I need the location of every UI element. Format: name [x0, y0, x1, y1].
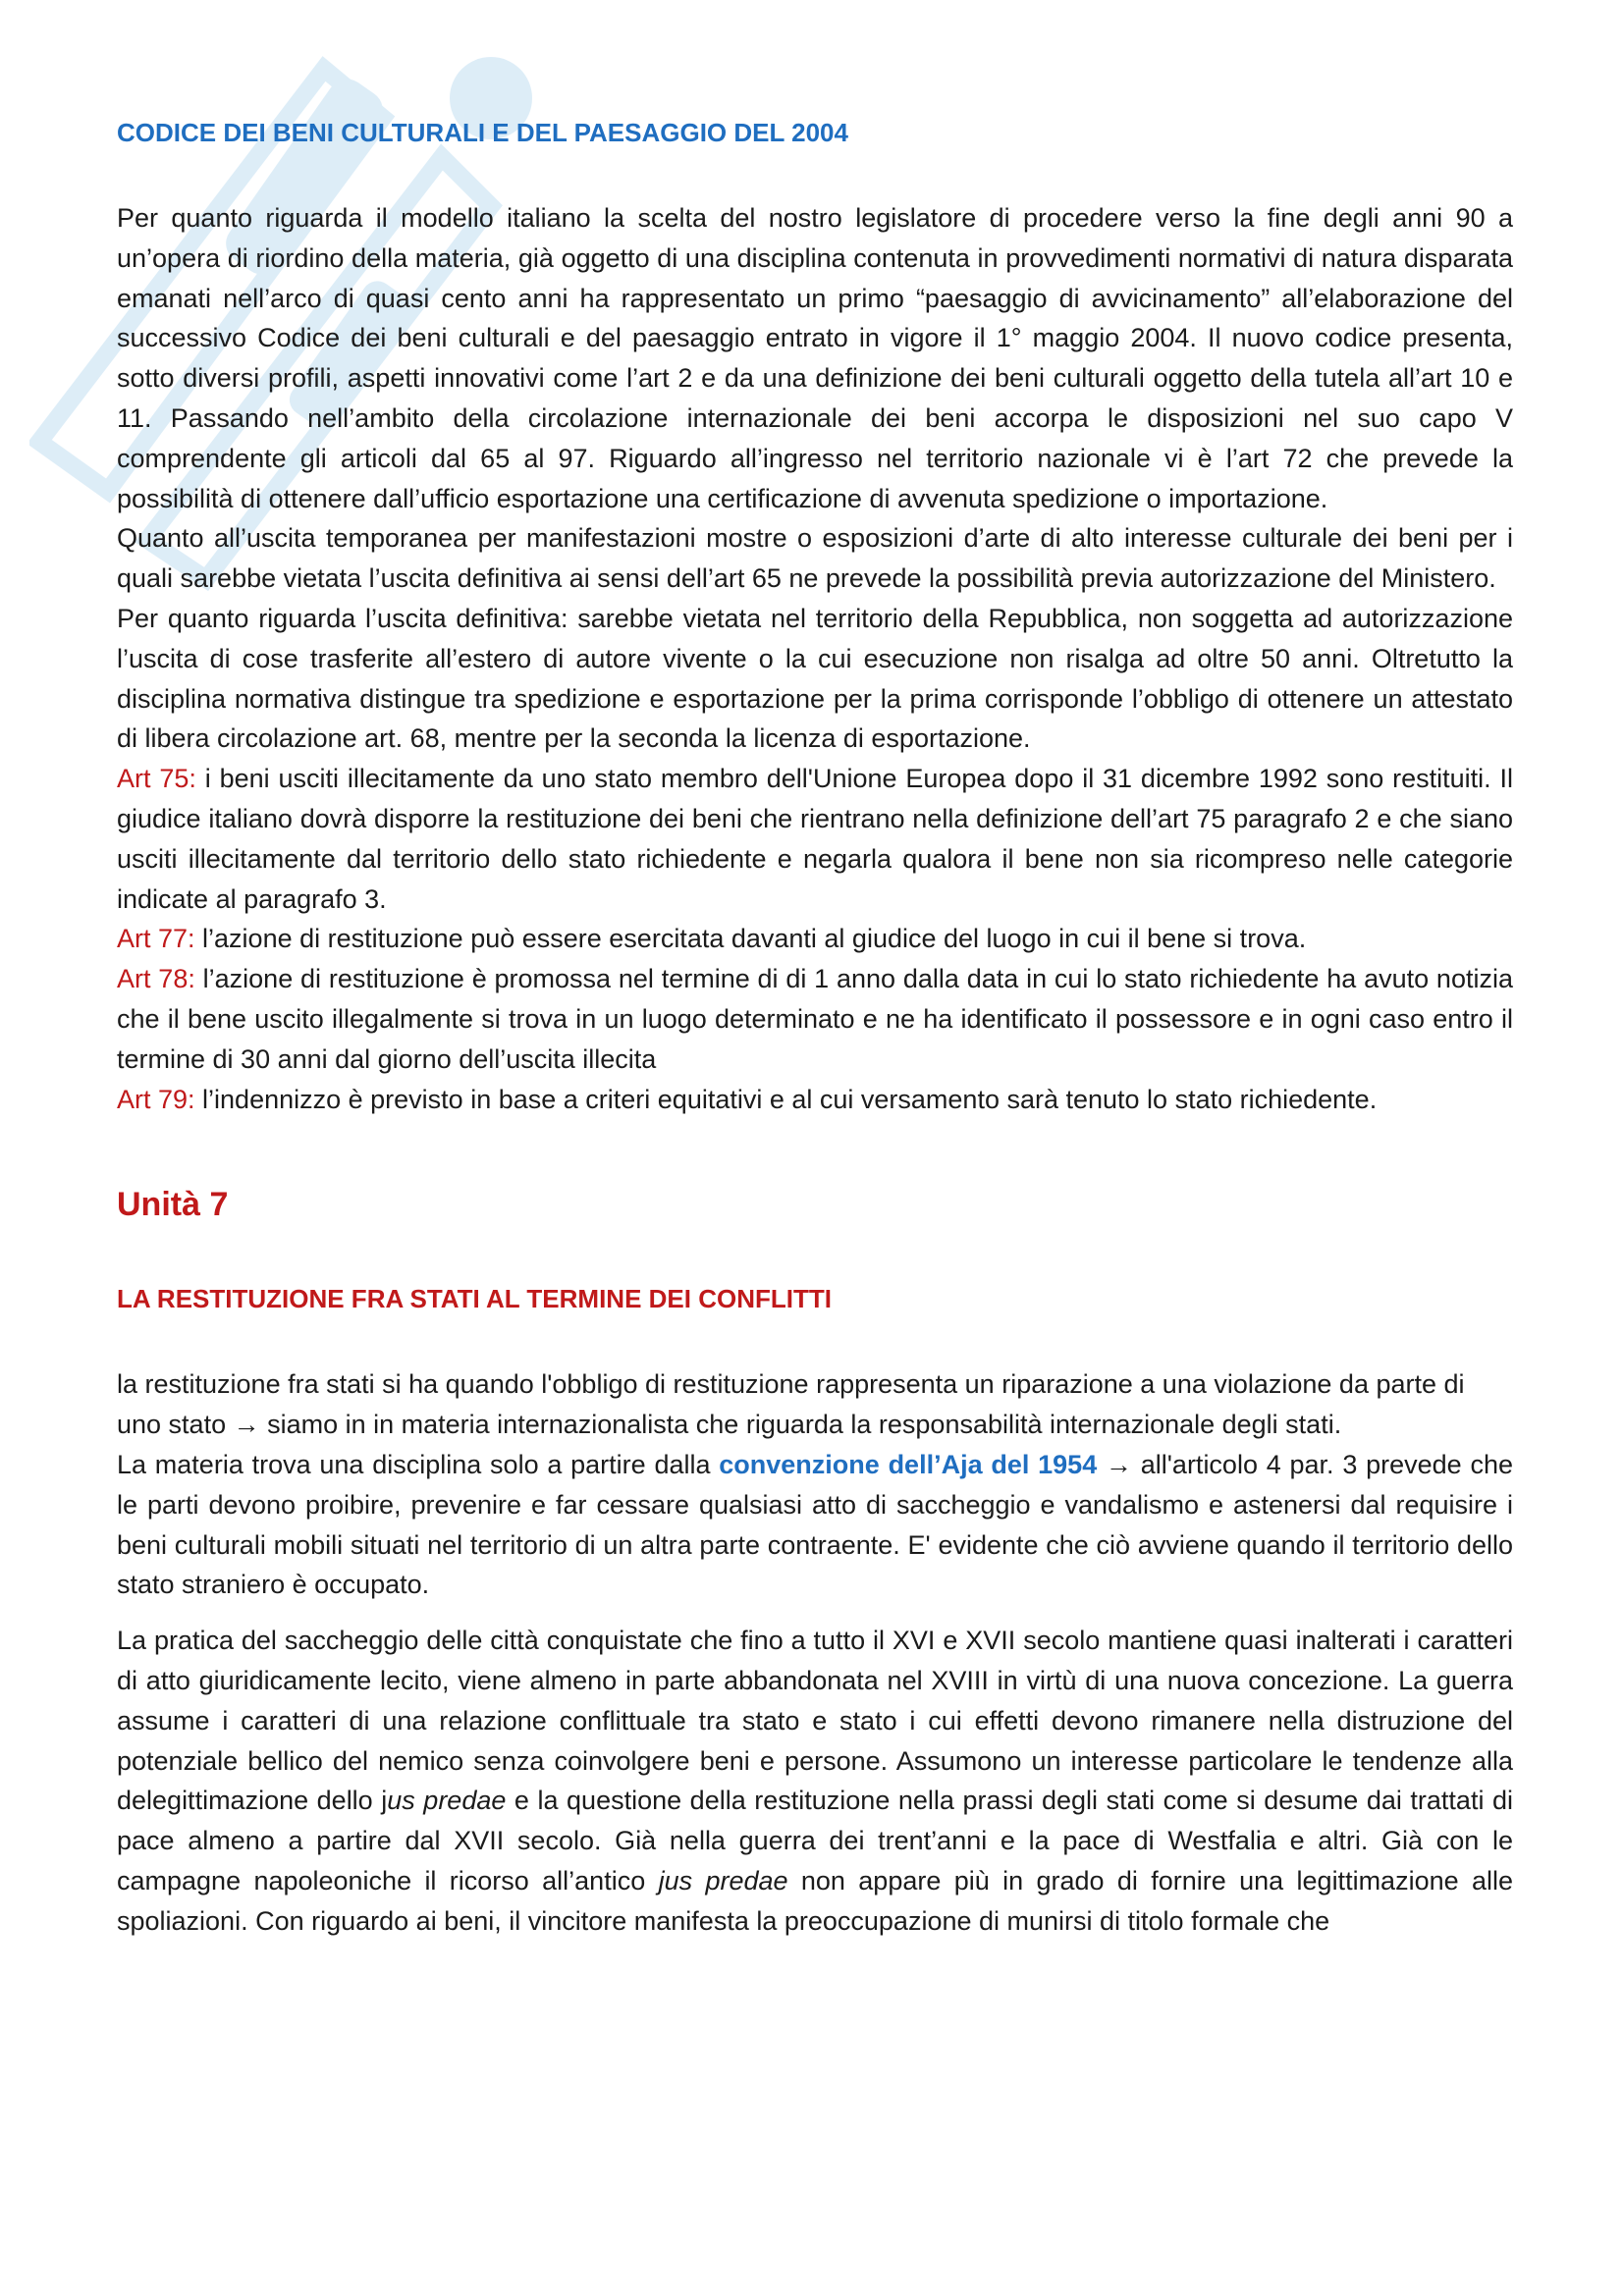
paragraph-text: La materia trova una disciplina solo a partire dalla: [117, 1449, 720, 1479]
article-text: l’azione di restituzione è promossa nel termine di di 1 anno dalla data in cui lo stato richiedente ha avuto notizia che il bene uscito illegalmente si trova in un luogo determinato e ne ha identificato il possessore e in ogni caso entro il termine di 30 anni dal giorno dell’uscita illecita: [117, 964, 1513, 1074]
article-text: i beni usciti illecitamente da uno stato membro dell'Unione Europea dopo il 31 dicembre 1992 sono restituiti. Il giudice italiano dovrà disporre la restituzione dei beni che rientrano nella definizione dell’art 75 paragrafo 2 e che siano usciti illecitamente dal territorio dello stato richiedente e negarla qualora il bene non sia ricompreso nelle categorie indicate al paragrafo 3.: [117, 764, 1513, 914]
italic-term: jus predae: [658, 1865, 788, 1896]
paragraph: [117, 1445, 1513, 1605]
paragraph-text: → all'articolo 4 par. 3 prevede che le parti devono proibire, prevenire e far cessare qualsiasi atto di saccheggio e vandalismo e astenersi dal requisire i beni culturali mobili situati nel territorio di un altra parte contraente. E' evidente che ciò avviene quando il territorio dello stato straniero è occupato.: [117, 1449, 1513, 1600]
article-text: l’azione di restituzione può essere esercitata davanti al giudice del luogo in cui il bene si trova.: [194, 924, 1307, 954]
paragraph-text: e la questione della restituzione nella prassi degli stati come si desume dai trattati di pace almeno a partire dal XVII secolo. Già nella guerra dei trent’anni e la pace di Westfalia e altri. Già con le campagne napoleoniche il ricorso all’antico: [117, 1786, 1513, 1896]
paragraph: [117, 1621, 1513, 1941]
unit-title: Unità 7: [117, 1186, 229, 1224]
article-label: Art 75:: [117, 764, 196, 794]
article-paragraph: [117, 919, 1513, 959]
paragraph: Quanto all’uscita temporanea per manifestazioni mostre o esposizioni d’arte di alto interesse culturale dei beni per i quali sarebbe vietata l’uscita definitiva ai sensi dell’art 65 ne prevede la possibilità previa autorizzazione del Ministero.: [117, 523, 1513, 594]
convention-highlight: convenzione dell’Aja del 1954: [719, 1449, 1098, 1479]
article-paragraph: [117, 1080, 1513, 1120]
document-page: [117, 116, 1513, 1941]
paragraph: Per quanto riguarda l’uscita definitiva: sarebbe vietata nel territorio della Repubblica, non soggetta ad autorizzazione l’uscita di cose trasferite all’estero di autore vivente o la cui esecuzione non risalga ad oltre 50 anni. Oltretutto la disciplina normativa distingue tra spedizione e esportazione per la prima corrisponde l’obbligo di ottenere un attestato di libera circolazione art. 68, mentre per la seconda la licenza di esportazione.: [117, 603, 1513, 754]
paragraph-text: La pratica del saccheggio delle città conquistate che fino a tutto il XVI e XVII secolo mantiene quasi inalterati i caratteri di atto giuridicamente lecito, viene almeno in parte abbandonata nel XVIII in virtù di una nuova concezione. La guerra assume i caratteri di una relazione conflittuale tra stato e stato i cui effetti devono rimanere nella distruzione del potenziale bellico del nemico senza coinvolgere beni e persone. Assumono un interesse particolare le tendenze alla delegittimazione dello j: [117, 1626, 1513, 1816]
section-title-codice: CODICE DEI BENI CULTURALI E DEL PAESAGGIO DEL 2004: [117, 118, 848, 147]
paragraph-text: non appare più in grado di fornire una legittimazione alle spoliazioni. Con riguardo ai beni, il vincitore manifesta la preoccupazione di munirsi di titolo formale che: [117, 1865, 1514, 1936]
article-paragraph: [117, 959, 1513, 1079]
article-text: l’indennizzo è previsto in base a criteri equitativi e al cui versamento sarà tenuto lo stato richiedente.: [194, 1084, 1378, 1114]
section-title-restituzione: LA RESTITUZIONE FRA STATI AL TERMINE DEI CONFLITTI: [117, 1284, 832, 1314]
italic-term: us predae: [387, 1786, 507, 1816]
paragraph: la restituzione fra stati si ha quando l'obbligo di restituzione rappresenta un riparazione a una violazione da parte di uno stato → siamo in in materia internazionalista che riguarda la responsabilità internazionale degli stati.: [117, 1369, 1465, 1440]
article-paragraph: [117, 759, 1513, 919]
article-label: Art 78:: [117, 964, 195, 994]
article-label: Art 77:: [117, 924, 195, 954]
article-label: Art 79:: [117, 1084, 195, 1114]
paragraph: Per quanto riguarda il modello italiano la scelta del nostro legislatore di procedere verso la fine degli anni 90 a un’opera di riordino della materia, già oggetto di una disciplina contenuta in provvedimenti normativi di natura disparata emanati nell’arco di quasi cento anni ha rappresentato un primo “paesaggio di avvicinamento” all’elaborazione del successivo Codice dei beni culturali e del paesaggio entrato in vigore il 1° maggio 2004. Il nuovo codice presenta, sotto diversi profili, aspetti innovativi come l’art 2 e da una definizione dei beni culturali oggetto della tutela all’art 10 e 11. Passando nell’ambito della circolazione internazionale dei beni accorpa le disposizioni nel suo capo V comprendente gli articoli dal 65 al 97. Riguardo all’ingresso nel territorio nazionale vi è l’art 72 che prevede la possibilità di ottenere dall’ufficio esportazione una certificazione di avvenuta spedizione o importazione.: [117, 203, 1513, 513]
